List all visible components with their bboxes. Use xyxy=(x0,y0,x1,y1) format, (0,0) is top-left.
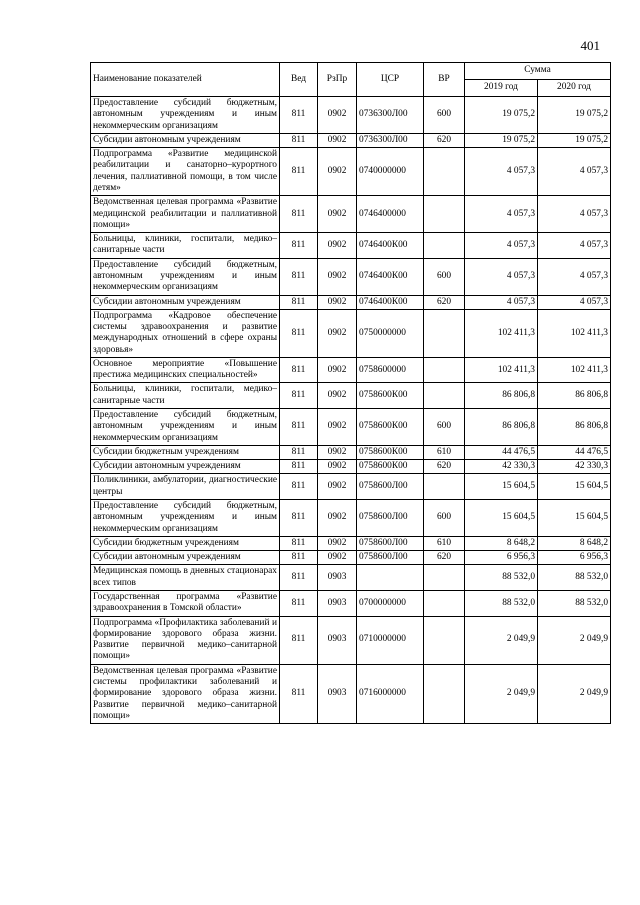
row-name: Больницы, клиники, госпитали, медико–санитарные части xyxy=(91,233,280,259)
row-csr: 0750000000 xyxy=(357,309,424,357)
row-ved: 811 xyxy=(280,133,318,147)
row-sum-2019: 4 057,3 xyxy=(465,258,538,295)
row-rzpr: 0902 xyxy=(318,357,357,383)
row-rzpr: 0902 xyxy=(318,97,357,134)
row-name: Предоставление субсидий бюджетным, автономным учреждениям и иным некоммерческим организациям xyxy=(91,500,280,537)
row-ved: 811 xyxy=(280,445,318,459)
row-sum-2020: 44 476,5 xyxy=(538,445,611,459)
row-ved: 811 xyxy=(280,309,318,357)
table-row xyxy=(91,357,611,383)
row-ved: 811 xyxy=(280,148,318,196)
row-name: Подпрограмма «Развитие медицинской реабилитации и санаторно–курортного лечения, паллиативной помощи, в том числе детям» xyxy=(91,148,280,196)
row-sum-2020: 86 806,8 xyxy=(538,409,611,446)
table-row xyxy=(91,445,611,459)
row-name: Государственная программа «Развитие здравоохранения в Томской области» xyxy=(91,590,280,616)
row-sum-2020: 88 532,0 xyxy=(538,590,611,616)
row-sum-2019: 86 806,8 xyxy=(465,383,538,409)
row-ved: 811 xyxy=(280,474,318,500)
row-sum-2019: 44 476,5 xyxy=(465,445,538,459)
row-csr: 0758600К00 xyxy=(357,445,424,459)
row-name: Медицинская помощь в дневных стационарах всех типов xyxy=(91,565,280,591)
table-row xyxy=(91,133,611,147)
row-vr xyxy=(424,474,465,500)
row-sum-2020: 15 604,5 xyxy=(538,500,611,537)
row-ved: 811 xyxy=(280,551,318,565)
table-row xyxy=(91,148,611,196)
row-name: Подпрограмма «Профилактика заболеваний и формирование здорового образа жизни. Развитие первичной медико–санитарной помощи» xyxy=(91,616,280,664)
row-csr xyxy=(357,565,424,591)
table-row xyxy=(91,258,611,295)
table-row xyxy=(91,196,611,233)
row-name: Субсидии автономным учреждениям xyxy=(91,295,280,309)
header-sum: Сумма xyxy=(465,63,611,80)
row-ved: 811 xyxy=(280,409,318,446)
row-vr xyxy=(424,590,465,616)
table-row xyxy=(91,97,611,134)
row-ved: 811 xyxy=(280,295,318,309)
header-csr: ЦСР xyxy=(357,63,424,97)
row-sum-2020: 86 806,8 xyxy=(538,383,611,409)
row-sum-2020: 102 411,3 xyxy=(538,309,611,357)
row-name: Предоставление субсидий бюджетным, автономным учреждениям и иным некоммерческим организациям xyxy=(91,97,280,134)
row-sum-2019: 8 648,2 xyxy=(465,536,538,550)
row-sum-2020: 19 075,2 xyxy=(538,133,611,147)
table-row xyxy=(91,383,611,409)
row-rzpr: 0903 xyxy=(318,664,357,723)
row-ved: 811 xyxy=(280,97,318,134)
row-rzpr: 0903 xyxy=(318,590,357,616)
page-number: 401 xyxy=(580,38,600,53)
row-rzpr: 0902 xyxy=(318,536,357,550)
table-row xyxy=(91,460,611,474)
budget-table xyxy=(90,62,611,724)
row-ved: 811 xyxy=(280,536,318,550)
row-csr: 0746400000 xyxy=(357,196,424,233)
row-ved: 811 xyxy=(280,233,318,259)
row-vr xyxy=(424,383,465,409)
row-sum-2019: 2 049,9 xyxy=(465,616,538,664)
row-ved: 811 xyxy=(280,664,318,723)
row-name: Субсидии бюджетным учреждениям xyxy=(91,445,280,459)
table-row xyxy=(91,500,611,537)
row-sum-2020: 4 057,3 xyxy=(538,295,611,309)
row-vr: 610 xyxy=(424,445,465,459)
header-2020: 2020 год xyxy=(538,80,611,97)
row-name: Ведомственная целевая программа «Развитие системы профилактики заболеваний и формирование здорового образа жизни. Развитие первичной медико–санитарной помощи» xyxy=(91,664,280,723)
row-name: Предоставление субсидий бюджетным, автономным учреждениям и иным некоммерческим организациям xyxy=(91,409,280,446)
row-name: Ведомственная целевая программа «Развитие медицинской реабилитации и паллиативной помощи» xyxy=(91,196,280,233)
row-sum-2020: 19 075,2 xyxy=(538,97,611,134)
row-sum-2020: 8 648,2 xyxy=(538,536,611,550)
table-row xyxy=(91,664,611,723)
row-ved: 811 xyxy=(280,258,318,295)
row-csr: 0746400К00 xyxy=(357,233,424,259)
row-rzpr: 0902 xyxy=(318,445,357,459)
row-csr: 0736300Л00 xyxy=(357,133,424,147)
table-row xyxy=(91,616,611,664)
row-csr: 0758600К00 xyxy=(357,383,424,409)
table-row xyxy=(91,233,611,259)
row-vr xyxy=(424,148,465,196)
row-sum-2019: 42 330,3 xyxy=(465,460,538,474)
row-vr xyxy=(424,196,465,233)
row-vr: 600 xyxy=(424,409,465,446)
row-sum-2020: 15 604,5 xyxy=(538,474,611,500)
row-name: Субсидии автономным учреждениям xyxy=(91,460,280,474)
row-rzpr: 0902 xyxy=(318,196,357,233)
row-sum-2019: 19 075,2 xyxy=(465,97,538,134)
row-sum-2020: 4 057,3 xyxy=(538,196,611,233)
row-ved: 811 xyxy=(280,383,318,409)
row-rzpr: 0902 xyxy=(318,474,357,500)
row-csr: 0758600К00 xyxy=(357,409,424,446)
row-csr: 0700000000 xyxy=(357,590,424,616)
row-vr: 610 xyxy=(424,536,465,550)
row-vr xyxy=(424,565,465,591)
row-name: Поликлиники, амбулатории, диагностические центры xyxy=(91,474,280,500)
row-vr: 620 xyxy=(424,460,465,474)
table-row xyxy=(91,409,611,446)
table-body xyxy=(91,97,611,724)
row-rzpr: 0902 xyxy=(318,133,357,147)
row-name: Больницы, клиники, госпитали, медико–санитарные части xyxy=(91,383,280,409)
row-sum-2020: 2 049,9 xyxy=(538,616,611,664)
row-name: Субсидии бюджетным учреждениям xyxy=(91,536,280,550)
row-csr: 0758600К00 xyxy=(357,460,424,474)
row-csr: 0758600Л00 xyxy=(357,474,424,500)
row-vr: 620 xyxy=(424,295,465,309)
row-sum-2019: 19 075,2 xyxy=(465,133,538,147)
row-rzpr: 0902 xyxy=(318,551,357,565)
row-rzpr: 0903 xyxy=(318,565,357,591)
row-sum-2019: 88 532,0 xyxy=(465,590,538,616)
row-sum-2019: 102 411,3 xyxy=(465,309,538,357)
row-rzpr: 0902 xyxy=(318,258,357,295)
row-vr: 620 xyxy=(424,133,465,147)
row-ved: 811 xyxy=(280,357,318,383)
row-ved: 811 xyxy=(280,196,318,233)
table-row xyxy=(91,474,611,500)
row-name: Предоставление субсидий бюджетным, автономным учреждениям и иным некоммерческим организациям xyxy=(91,258,280,295)
row-rzpr: 0902 xyxy=(318,233,357,259)
table-row xyxy=(91,295,611,309)
row-sum-2019: 88 532,0 xyxy=(465,565,538,591)
row-vr xyxy=(424,357,465,383)
row-name: Подпрограмма «Кадровое обеспечение системы здравоохранения и развитие международных отношений в сфере охраны здоровья» xyxy=(91,309,280,357)
row-vr: 600 xyxy=(424,500,465,537)
row-csr: 0746400К00 xyxy=(357,258,424,295)
header-name: Наименование показателей xyxy=(91,63,280,97)
row-sum-2019: 2 049,9 xyxy=(465,664,538,723)
header-2019: 2019 год xyxy=(465,80,538,97)
row-rzpr: 0902 xyxy=(318,500,357,537)
row-name: Субсидии автономным учреждениям xyxy=(91,133,280,147)
row-sum-2020: 2 049,9 xyxy=(538,664,611,723)
row-sum-2020: 88 532,0 xyxy=(538,565,611,591)
row-sum-2019: 15 604,5 xyxy=(465,500,538,537)
row-sum-2020: 4 057,3 xyxy=(538,148,611,196)
row-rzpr: 0902 xyxy=(318,460,357,474)
row-ved: 811 xyxy=(280,590,318,616)
row-sum-2020: 102 411,3 xyxy=(538,357,611,383)
row-sum-2020: 4 057,3 xyxy=(538,233,611,259)
header-ved: Вед xyxy=(280,63,318,97)
row-sum-2019: 15 604,5 xyxy=(465,474,538,500)
row-sum-2020: 4 057,3 xyxy=(538,258,611,295)
row-sum-2019: 4 057,3 xyxy=(465,196,538,233)
row-vr xyxy=(424,233,465,259)
row-ved: 811 xyxy=(280,460,318,474)
row-csr: 0740000000 xyxy=(357,148,424,196)
row-csr: 0758600000 xyxy=(357,357,424,383)
row-rzpr: 0902 xyxy=(318,409,357,446)
table-row xyxy=(91,590,611,616)
row-name: Основное мероприятие «Повышение престижа медицинских специальностей» xyxy=(91,357,280,383)
row-sum-2020: 6 956,3 xyxy=(538,551,611,565)
table-row xyxy=(91,565,611,591)
row-csr: 0758600Л00 xyxy=(357,551,424,565)
table-row xyxy=(91,551,611,565)
row-csr: 0758600Л00 xyxy=(357,536,424,550)
header-vr: ВР xyxy=(424,63,465,97)
row-vr: 600 xyxy=(424,97,465,134)
row-csr: 0736300Л00 xyxy=(357,97,424,134)
row-ved: 811 xyxy=(280,565,318,591)
row-name: Субсидии автономным учреждениям xyxy=(91,551,280,565)
row-vr: 600 xyxy=(424,258,465,295)
row-rzpr: 0903 xyxy=(318,616,357,664)
table-row xyxy=(91,536,611,550)
row-sum-2019: 6 956,3 xyxy=(465,551,538,565)
row-sum-2019: 4 057,3 xyxy=(465,148,538,196)
row-ved: 811 xyxy=(280,616,318,664)
row-rzpr: 0902 xyxy=(318,295,357,309)
row-sum-2019: 86 806,8 xyxy=(465,409,538,446)
row-rzpr: 0902 xyxy=(318,148,357,196)
row-sum-2019: 102 411,3 xyxy=(465,357,538,383)
row-csr: 0716000000 xyxy=(357,664,424,723)
row-sum-2019: 4 057,3 xyxy=(465,295,538,309)
row-sum-2019: 4 057,3 xyxy=(465,233,538,259)
header-rzpr: РзПр xyxy=(318,63,357,97)
table-header xyxy=(91,63,611,97)
row-rzpr: 0902 xyxy=(318,309,357,357)
row-csr: 0746400К00 xyxy=(357,295,424,309)
row-sum-2020: 42 330,3 xyxy=(538,460,611,474)
row-rzpr: 0902 xyxy=(318,383,357,409)
row-csr: 0710000000 xyxy=(357,616,424,664)
table-row xyxy=(91,309,611,357)
row-csr: 0758600Л00 xyxy=(357,500,424,537)
row-vr xyxy=(424,664,465,723)
row-vr xyxy=(424,309,465,357)
row-vr: 620 xyxy=(424,551,465,565)
row-ved: 811 xyxy=(280,500,318,537)
row-vr xyxy=(424,616,465,664)
